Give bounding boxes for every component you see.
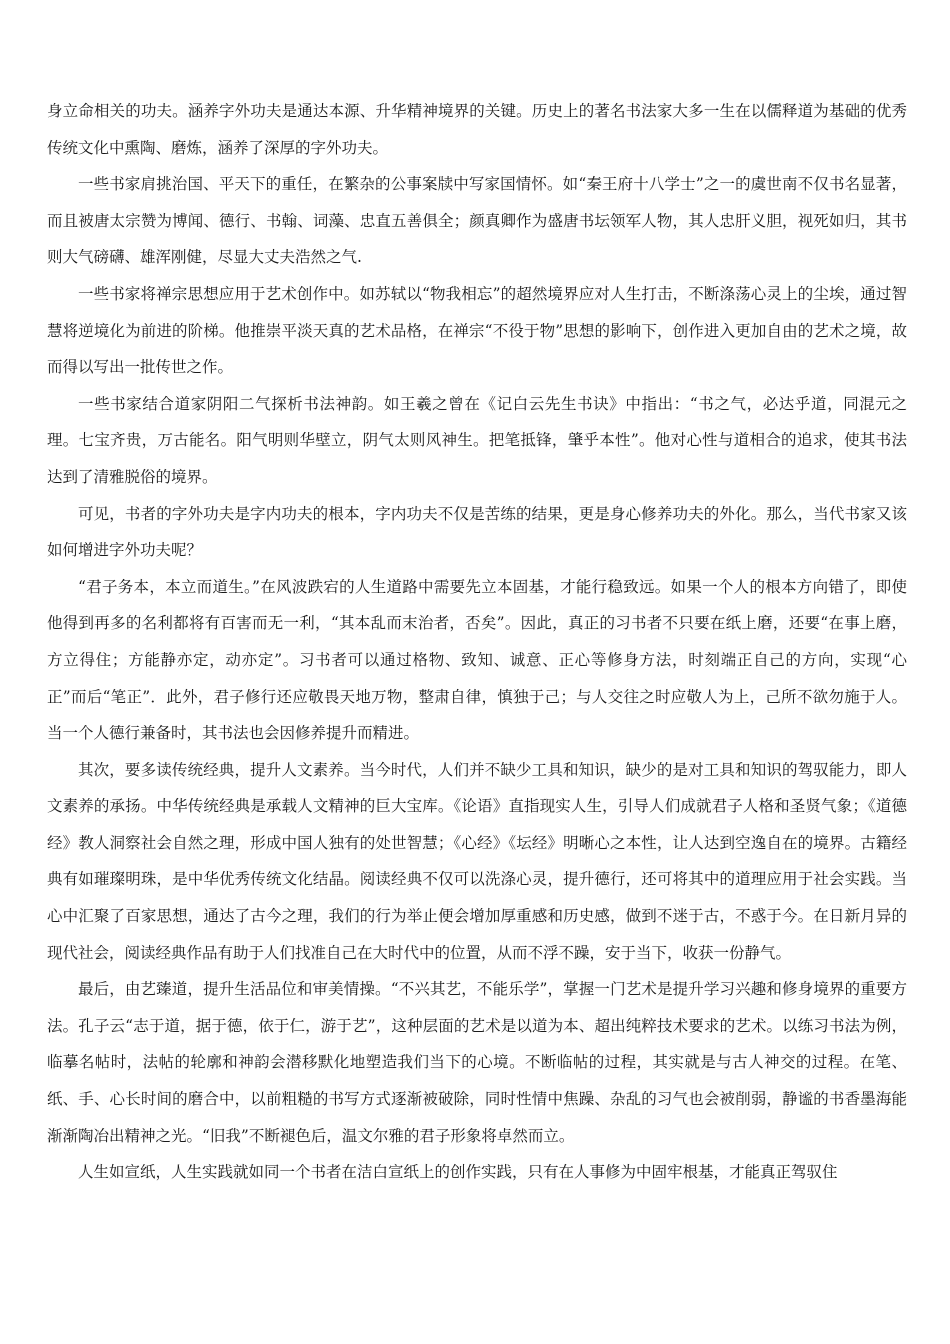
paragraph-first-method: “君子务本，本立而道生。”在风波跌宕的人生道路中需要先立本固基，才能行稳致远。如果一个人的根本方向错了，即使他得到再多的名利都将有百害而无一利，“其本乱而末治者，否矣”。因此，真正的习书者不只要在纸上磨，还要“在事上磨，方立得住；方能静亦定，动亦定”。习书者可以通过格物、致知、诚意、正心等修身方法，时刻端正自己的方向，实现“心正”而后“笔正”．此外，君子修行还应敬畏天地万物，整肃自律，慎独于己；与人交往之时应敬人为上，己所不欲勿施于人。当一个人德行兼备时，其书法也会因修养提升而精进。 [47,577,907,743]
paragraph-question: 可见，书者的字外功夫是字内功夫的根本，字内功夫不仅是苦练的结果，更是身心修养功夫的外化。那么，当代书家又该如何增进字外功夫呢？ [47,504,907,560]
paragraph-continued: 身立命相关的功夫。涵养字外功夫是通达本源、升华精神境界的关键。历史上的著名书法家大多一生在以儒释道为基础的优秀传统文化中熏陶、磨炼，涵养了深厚的字外功夫。 [47,102,907,157]
paragraph-yu-shinan-yan-zhenqing: 一些书家肩挑治国、平天下的重任，在繁杂的公事案牍中写家国情怀。如“秦王府十八学士”之一的虞世南不仅书名显著，而且被唐太宗赞为博闻、德行、书翰、词藻、忠直五善俱全；颜真卿作为盛唐书坛领军人物，其人忠肝义胆，视死如归，其书则大气磅礴、雄浑刚健，尽显大丈夫浩然之气. [47,175,907,267]
paragraph-conclusion: 人生如宣纸，人生实践就如同一个书者在洁白宣纸上的创作实践，只有在人事修为中固牢根基，才能真正驾驭住 [78,1163,838,1182]
paragraph-su-shi: 一些书家将禅宗思想应用于艺术创作中。如苏轼以“物我相忘”的超然境界应对人生打击，不断涤荡心灵上的尘埃，通过智慧将逆境化为前进的阶梯。他推崇平淡天真的艺术品格，在禅宗“不役于物”思想的影响下，创作进入更加自由的艺术之境，故而得以写出一批传世之作。 [47,284,907,377]
paragraph-wang-xizhi: 一些书家结合道家阴阳二气探析书法神韵。如王羲之曾在《记白云先生书诀》中指出：“书之气，必达乎道，同混元之理。七宝齐贵，万古能名。阳气明则华壁立，阴气太则风神生。把笔抵锋，肇乎本性”。他对心性与道相合的追求，使其书法达到了清雅脱俗的境界。 [47,394,907,486]
article-body [47,93,907,1191]
paragraph-second-method: 其次，要多读传统经典，提升人文素养。当今时代，人们并不缺少工具和知识，缺少的是对工具和知识的驾驭能力，即人文素养的承扬。中华传统经典是承载人文精神的巨大宝库。《论语》直指现实人生，引导人们成就君子人格和圣贤气象；《道德经》教人洞察社会自然之理，形成中国人独有的处世智慧；《心经》《坛经》明晰心之本性，让人达到空逸自在的境界。古籍经典有如璀璨明珠，是中华优秀传统文化结晶。阅读经典不仅可以洗涤心灵，提升德行，还可将其中的道理应用于社会实践。当心中汇聚了百家思想，通达了古今之理，我们的行为举止便会增加厚重感和历史感，做到不迷于古，不惑于今。在日新月异的现代社会，阅读经典作品有助于人们找准自己在大时代中的位置，从而不浮不躁，安于当下，收获一份静气。 [47,760,907,962]
paragraph-third-method: 最后，由艺臻道，提升生活品位和审美情操。“不兴其艺，不能乐学”，掌握一门艺术是提升学习兴趣和修身境界的重要方法。孔子云“志于道，据于德，依于仁，游于艺”，这种层面的艺术是以道为本、超出纯粹技术要求的艺术。以练习书法为例，临摹名帖时，法帖的轮廓和神韵会潜移默化地塑造我们当下的心境。不断临帖的过程，其实就是与古人神交的过程。在笔、纸、手、心长时间的磨合中，以前粗糙的书写方式逐渐被破除，同时性情中焦躁、杂乱的习气也会被削弱，静谧的书香墨海能渐渐陶冶出精神之光。“旧我”不断褪色后，温文尔雅的君子形象将卓然而立。 [47,980,907,1145]
